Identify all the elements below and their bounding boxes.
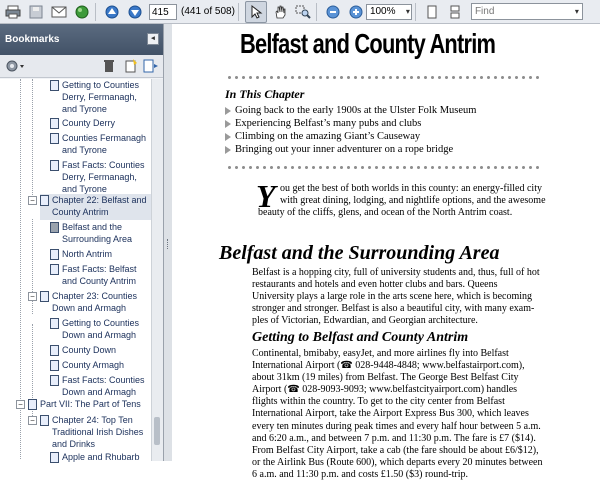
bookmark-icon	[50, 345, 59, 356]
panel-splitter[interactable]	[164, 24, 172, 461]
find-placeholder: Find	[474, 6, 495, 17]
subsection-heading: Getting to Belfast and County Antrim	[252, 330, 469, 345]
previous-page-icon[interactable]	[102, 2, 122, 22]
next-page-icon[interactable]	[125, 2, 145, 22]
bookmark-icon	[50, 318, 59, 329]
bullet-triangle-icon	[225, 133, 231, 141]
toolbar-separator	[95, 3, 96, 21]
new-bookmark-icon[interactable]	[124, 59, 138, 76]
marquee-zoom-icon[interactable]	[293, 2, 313, 22]
email-icon[interactable]	[49, 2, 69, 22]
subsection-paragraph: Continental, bmibaby, easyJet, and more airlines fly into Belfast International Airport (☎ 028-9448-4848; www.belfastairport.com), about 31km (19 miles) from Belfast. The George Best Belfast City Airport (☎ 028-9093-9093; www.belfastcityairport.com) handles flights within the country. To get to the city center from Belfast International Airport, take the Airport Express Bus 300, which leaves every ten minutes during peak times and every half hour between 5 a.m. and 6:20 a.m., and between 7 p.m. and 11:30 p.m. The fare is £7 ($14). From Belfast City Airport, take a cab (the fare should be about £6/$12), or the Airlink Bus (Route 600), which departs every 20 minutes between 6 a.m. and 11:30 p.m. and costs £1.50 ($3) round-trip.	[252, 348, 543, 480]
chapter-bullet: Experiencing Belfast’s many pubs and clubs	[225, 118, 421, 129]
scrollbar-thumb[interactable]	[154, 417, 160, 445]
bookmark-icon	[50, 80, 59, 91]
expand-bookmark-icon[interactable]	[143, 59, 159, 76]
bullet-triangle-icon	[225, 107, 231, 115]
options-gear-icon[interactable]	[5, 59, 25, 76]
bookmarks-panel	[0, 24, 164, 461]
bookmark-item-selected[interactable]: Chapter 22: Belfast and County Antrim	[40, 194, 152, 220]
print-icon[interactable]	[3, 2, 23, 22]
bookmarks-header	[0, 24, 163, 55]
bookmarks-scrollbar[interactable]	[151, 79, 163, 461]
bookmark-icon	[50, 118, 59, 129]
collapse-toggle[interactable]: −	[28, 196, 37, 205]
bookmark-icon	[50, 133, 59, 144]
bullet-triangle-icon	[225, 146, 231, 154]
continuous-scroll-icon[interactable]	[445, 2, 465, 22]
bullet-triangle-icon	[225, 120, 231, 128]
collapse-panel-button[interactable]: ◂	[147, 33, 159, 45]
collapse-toggle[interactable]: −	[16, 400, 25, 409]
hand-tool-icon[interactable]	[270, 2, 290, 22]
chevron-down-icon: ▾	[405, 6, 410, 16]
chapter-bullet: Bringing out your inner adventurer on a rope bridge	[225, 144, 453, 155]
bookmarks-toolbar	[0, 55, 163, 78]
bookmark-icon	[50, 222, 59, 233]
zoom-value: 100%	[369, 5, 396, 17]
splitter-grip[interactable]	[167, 239, 170, 249]
delete-bookmark-icon[interactable]	[103, 59, 115, 76]
chapter-title: Belfast and County Antrim	[240, 28, 496, 59]
bookmark-icon	[28, 399, 37, 410]
page-count: (441 of 508)	[181, 6, 235, 17]
zoom-out-icon[interactable]	[323, 2, 343, 22]
toolbar-separator	[238, 3, 239, 21]
bookmark-icon	[50, 264, 59, 275]
bookmark-icon	[50, 160, 59, 171]
bookmark-icon	[50, 249, 59, 260]
bookmark-icon	[40, 415, 49, 426]
section-paragraph: Belfast is a hopping city, full of university students and, thus, full of hot restaurants and hotels and even hotter clubs and bars. Queens University plays a large role in the arts scene here, which is becoming stronger and stronger. Belfast is also a beautiful city, with many exam- ples of Victorian, Edwardian, and Georgian architecture.	[252, 267, 540, 327]
bookmark-icon	[50, 452, 59, 463]
dotted-divider	[226, 75, 542, 80]
bookmark-icon	[50, 360, 59, 371]
single-page-icon[interactable]	[422, 2, 442, 22]
save-icon[interactable]	[26, 2, 46, 22]
bookmark-icon	[40, 195, 49, 206]
section-heading: Belfast and the Surrounding Area	[219, 242, 500, 264]
intro-paragraph: ou get the best of both worlds in this county: an energy-filled city with great dining, lodging, and nightlife options, and the awesome beauty of the cliffs, glens, and ocean of the North Antrim coast.	[258, 183, 546, 218]
in-this-chapter-heading: In This Chapter	[225, 87, 305, 101]
document-page	[172, 24, 600, 480]
bookmark-icon	[40, 291, 49, 302]
collapse-toggle[interactable]: −	[28, 416, 37, 425]
select-tool-icon[interactable]	[245, 1, 267, 23]
bookmarks-title: Bookmarks	[5, 34, 60, 45]
tree-guide-line	[32, 79, 33, 195]
zoom-in-icon[interactable]	[346, 2, 366, 22]
bookmarks-tree: Getting to Counties Derry, Fermanagh, and Tyrone County Derry Counties Fermanagh and Tyrone Fast Facts: Counties Derry, Fermanagh, and Tyrone − Chapter 22: Belfast and County Antrim Belfast and the Surrounding Area North Antrim Fast Facts: Belfast and County Antrim − Chapter 23: Counties Down and Armagh Getting to Counties Down and Armagh County Down County Armagh Fast Facts: Counties Down and Armagh − Part VII: The Part of Tens − Chapter 24: Top Ten Traditional Irish Dishes and Drinks Apple and Rhubarb	[0, 79, 152, 461]
chevron-down-icon: ▾	[574, 7, 579, 16]
toolbar-separator	[415, 3, 416, 21]
drop-cap: Y	[256, 178, 276, 214]
toolbar	[0, 0, 600, 24]
chapter-bullet: Climbing on the amazing Giant’s Causeway	[225, 131, 420, 142]
share-icon[interactable]	[72, 2, 92, 22]
toolbar-separator	[316, 3, 317, 21]
zoom-select[interactable]	[366, 4, 412, 20]
collapse-toggle[interactable]: −	[28, 292, 37, 301]
chapter-bullet: Going back to the early 1900s at the Ulster Folk Museum	[225, 105, 476, 116]
find-input[interactable]	[471, 3, 583, 20]
dotted-divider	[226, 165, 542, 170]
page-number-input[interactable]: 415	[149, 4, 177, 20]
bookmark-icon	[50, 375, 59, 386]
